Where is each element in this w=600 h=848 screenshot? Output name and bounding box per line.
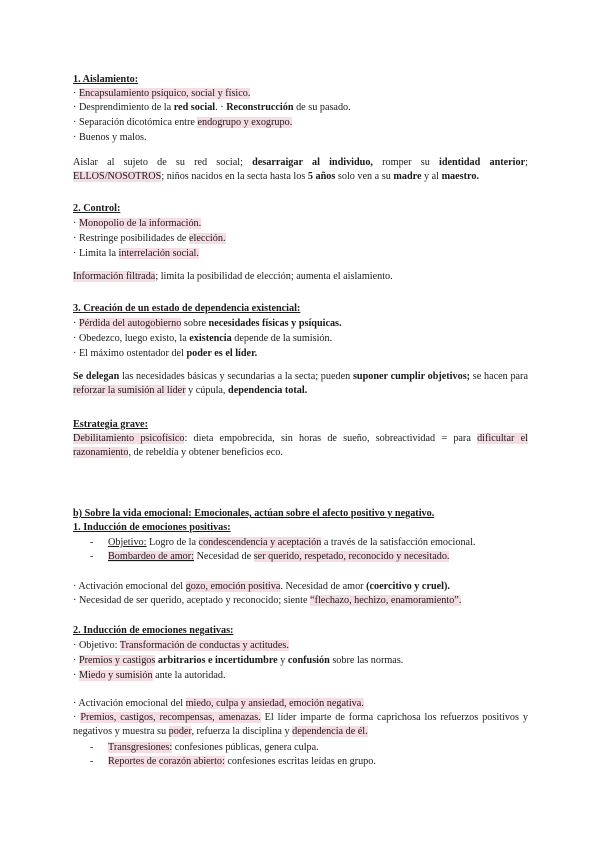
- paragraph: Aislar al sujeto de su red social; desarraigar al individuo, romper su identidad anterior; ELLOS/NOSOTROS; niños nacidos en la secta hasta los 5 años solo ven a su madre y al maestro.: [73, 157, 528, 183]
- list-item: · Activación emocional del gozo, emoción positiva. Necesidad de amor (coercitivo y cruel).: [73, 581, 450, 592]
- dash-item: - Transgresiones: confesiones públicas, genera culpa.: [90, 742, 319, 753]
- paragraph: Debilitamiento psicofísico: dieta empobrecida, sin horas de sueño, sobreactividad = para dificultar el razonamiento, de rebeldía y obtener beneficios eco.: [73, 433, 528, 459]
- list-item: · Pérdida del autogobierno sobre necesidades físicas y psíquicas.: [73, 318, 342, 329]
- list-item: · Desprendimiento de la red social. · Reconstrucción de su pasado.: [73, 102, 351, 113]
- list-item: · El máximo ostentador del poder es el líder.: [73, 348, 258, 359]
- subsection-positivas-title: 1. Inducción de emociones positivas:: [73, 522, 231, 533]
- list-item: · Encapsulamiento psíquico, social y físico.: [73, 88, 251, 99]
- dash-item: - Objetivo: Logro de la condescendencia y aceptación a través de la satisfacción emocional.: [90, 537, 476, 548]
- section-dependencia-title: 3. Creación de un estado de dependencia existencial:: [73, 303, 301, 314]
- subsection-negativas-title: 2. Inducción de emociones negativas:: [73, 625, 234, 636]
- section-vida-emocional-title: b) Sobre la vida emocional: Emocionales, actúan sobre el afecto positivo y negativo.: [73, 508, 435, 519]
- list-item: · Premios y castigos arbitrarios e incertidumbre y confusión sobre las normas.: [73, 655, 404, 666]
- list-item: · Miedo y sumisión ante la autoridad.: [73, 670, 226, 681]
- list-item: · Obedezco, luego existo, la existencia depende de la sumisión.: [73, 333, 333, 344]
- list-item: · Objetivo: Transformación de conductas y actitudes.: [73, 640, 289, 651]
- list-item: · Necesidad de ser querido, aceptado y reconocido; siente “flechazo, hechizo, enamoramiento”.: [73, 595, 462, 606]
- list-item: · Restringe posibilidades de elección.: [73, 233, 226, 244]
- section-control-title: 2. Control:: [73, 203, 121, 214]
- list-item: · Separación dicotómica entre endogrupo y exogrupo.: [73, 117, 293, 128]
- section-aislamiento-title: 1. Aislamiento:: [73, 74, 139, 85]
- paragraph: Se delegan las necesidades básicas y secundarias a la secta; pueden suponer cumplir objetivos; se hacen para reforzar la sumisión al líder y cúpula, dependencia total.: [73, 371, 528, 397]
- list-item: · Activación emocional del miedo, culpa y ansiedad, emoción negativa.: [73, 698, 364, 709]
- list-item: · Limita la interrelación social.: [73, 248, 199, 259]
- list-item: · Monopolio de la información.: [73, 218, 202, 229]
- paragraph: · Premios, castigos, recompensas, amenazas. El líder imparte de forma caprichosa los refuerzos positivos y negativos y muestra su poder, refuerza la disciplina y dependencia de él.: [73, 712, 528, 738]
- paragraph: Información filtrada; limita la posibilidad de elección; aumenta el aislamiento.: [73, 271, 393, 282]
- dash-item: - Bombardeo de amor: Necesidad de ser querido, respetado, reconocido y necesitado.: [90, 551, 450, 562]
- list-item: · Buenos y malos.: [73, 132, 147, 143]
- section-estrategia-title: Estrategia grave:: [73, 419, 148, 430]
- dash-item: - Reportes de corazón abierto: confesiones escritas leídas en grupo.: [90, 756, 376, 767]
